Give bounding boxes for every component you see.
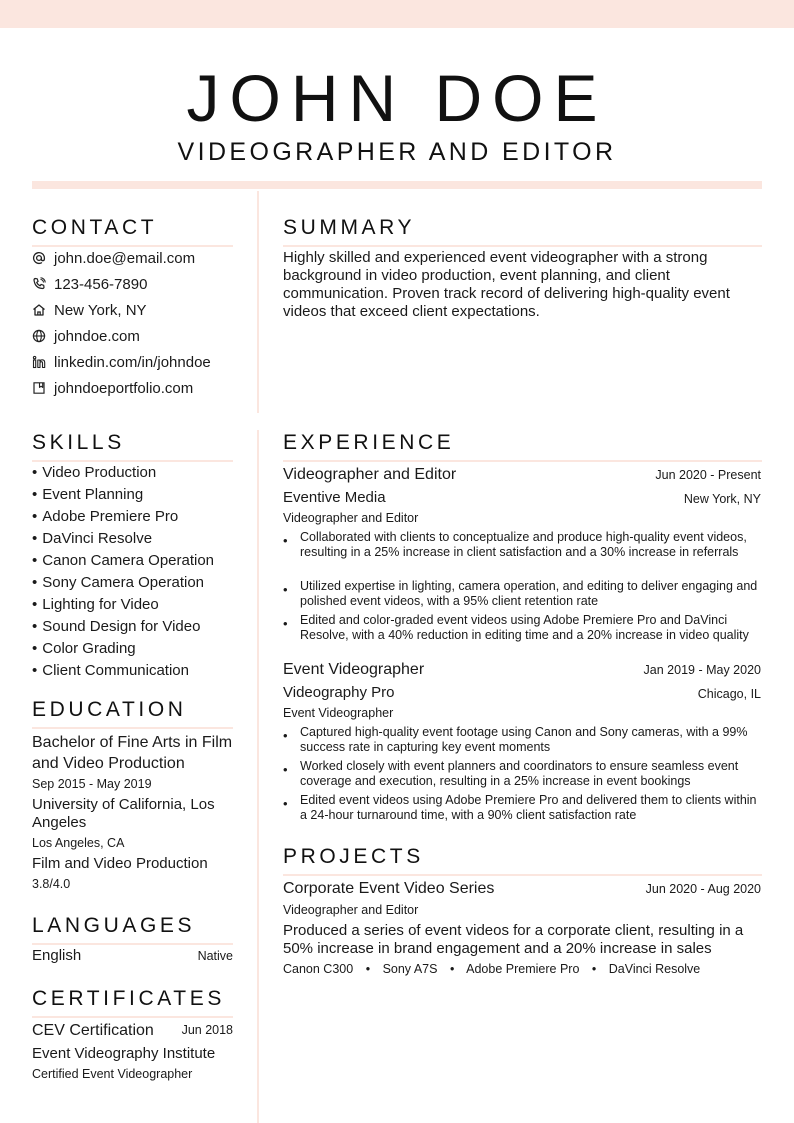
job-dates: Jan 2019 - May 2020 xyxy=(643,663,761,677)
certificates-heading: CERTIFICATES xyxy=(32,987,233,1018)
contact-portfolio-text: johndoeportfolio.com xyxy=(54,379,194,397)
contact-email[interactable] xyxy=(32,248,195,268)
education-field: Film and Video Production xyxy=(32,855,208,872)
job-bullet: • Worked closely with event planners and coordinators to ensure seamless event coverage and execution, resulting in a 25% increase in event bookings xyxy=(283,759,739,788)
contact-heading: CONTACT xyxy=(32,216,233,247)
contact-phone[interactable] xyxy=(32,274,147,294)
project-dates: Jun 2020 - Aug 2020 xyxy=(645,882,761,896)
project-tool: Canon C300 xyxy=(283,962,354,976)
summary-heading: SUMMARY xyxy=(283,216,762,247)
column-divider-top xyxy=(257,191,259,413)
contact-portfolio[interactable] xyxy=(32,378,193,398)
projects-heading: PROJECTS xyxy=(283,845,762,876)
skill-item: • Client Communication xyxy=(32,661,189,681)
contact-phone-text: 123-456-7890 xyxy=(54,275,148,293)
project-role: Videographer and Editor xyxy=(283,903,419,917)
job-bullet: • Collaborated with clients to conceptualize and produce high-quality event videos, resulting in a 25% increase in client satisfaction and a 30% increase in referrals xyxy=(283,530,747,559)
contact-website[interactable] xyxy=(32,326,140,346)
job-title: Event Videographer xyxy=(283,661,425,678)
education-dates: Sep 2015 - May 2019 xyxy=(32,777,152,791)
linkedin-icon xyxy=(32,355,46,369)
education-location: Los Angeles, CA xyxy=(32,836,125,850)
contact-location-text: New York, NY xyxy=(54,301,147,319)
contact-location xyxy=(32,300,147,320)
contact-website-text: johndoe.com xyxy=(54,327,140,345)
certificate-issuer: Event Videography Institute xyxy=(32,1045,216,1062)
certificate-name: CEV Certification xyxy=(32,1022,154,1039)
languages-heading: LANGUAGES xyxy=(32,914,233,945)
education-degree: Bachelor of Fine Arts in Film and Video Production xyxy=(32,734,233,772)
column-divider-bottom xyxy=(257,430,259,1123)
job-dates: Jun 2020 - Present xyxy=(655,468,761,482)
candidate-name: JOHN DOE xyxy=(186,61,608,135)
certificate-desc: Certified Event Videographer xyxy=(32,1067,193,1081)
job-bullet: • Edited event videos using Adobe Premiere Pro and delivered them to clients within a 24-hour turnaround time, with a 90% client satisfaction rate xyxy=(283,793,757,822)
job-company: Videography Pro xyxy=(283,684,395,701)
tool-separator: • xyxy=(591,962,597,976)
contact-email-text: john.doe@email.com xyxy=(54,249,196,267)
skill-item: • Color Grading xyxy=(32,639,136,659)
skill-item: • Sound Design for Video xyxy=(32,617,200,637)
skill-item: • Video Production xyxy=(32,463,156,483)
skill-item: • Event Planning xyxy=(32,485,143,505)
skill-item: • Adobe Premiere Pro xyxy=(32,507,178,527)
contact-linkedin-text: linkedin.com/in/johndoe xyxy=(54,353,211,371)
project-tools xyxy=(283,961,761,977)
skill-item: • Sony Camera Operation xyxy=(32,573,204,593)
education-heading: EDUCATION xyxy=(32,698,233,729)
project-tool: Sony A7S xyxy=(382,962,438,976)
certificate-date: Jun 2018 xyxy=(181,1023,233,1037)
job-title: Videographer and Editor xyxy=(283,466,457,483)
job-role: Videographer and Editor xyxy=(283,511,419,525)
job-location: New York, NY xyxy=(683,492,761,506)
candidate-title: VIDEOGRAPHER AND EDITOR xyxy=(177,138,617,166)
project-tool: Adobe Premiere Pro xyxy=(466,962,580,976)
globe-icon xyxy=(32,329,46,343)
language-level: Native xyxy=(197,949,233,963)
top-accent-bar xyxy=(0,0,794,28)
education-gpa: 3.8/4.0 xyxy=(32,877,71,891)
skills-heading: SKILLS xyxy=(32,431,233,462)
project-desc: Produced a series of event videos for a corporate client, resulting in a 50% increase in brand engagement and a 20% increase in sales xyxy=(283,922,744,957)
job-bullet: • Captured high-quality event footage using Canon and Sony cameras, with a 99% success rate in capturing key event moments xyxy=(283,725,748,754)
portfolio-icon xyxy=(32,381,46,395)
experience-heading: EXPERIENCE xyxy=(283,431,762,462)
job-location: Chicago, IL xyxy=(697,687,761,701)
summary-text: Highly skilled and experienced event videographer with a strong background in video production, event planning, and client communication. Proven track record of delivering high-quality event videos that exceed client expectations. xyxy=(283,249,730,320)
project-tool: DaVinci Resolve xyxy=(608,962,701,976)
job-role: Event Videographer xyxy=(283,706,394,720)
skill-item: • Canon Camera Operation xyxy=(32,551,214,571)
tool-separator: • xyxy=(449,962,455,976)
language-name: English xyxy=(32,947,82,964)
job-bullet: • Edited and color-graded event videos using Adobe Premiere Pro and DaVinci Resolve, with a 40% reduction in editing time and a 20% increase in video quality xyxy=(283,613,749,642)
at-icon xyxy=(32,251,46,265)
header-divider xyxy=(32,181,762,189)
phone-icon xyxy=(32,277,46,291)
skill-item: • Lighting for Video xyxy=(32,595,159,615)
project-title: Corporate Event Video Series xyxy=(283,880,495,897)
contact-linkedin[interactable] xyxy=(32,352,211,372)
skill-item: • DaVinci Resolve xyxy=(32,529,152,549)
job-bullet: • Utilized expertise in lighting, camera operation, and editing to deliver engaging and polished event videos, with a 95% client retention rate xyxy=(283,579,758,608)
tool-separator: • xyxy=(365,962,371,976)
job-company: Eventive Media xyxy=(283,489,386,506)
education-school: University of California, Los Angeles xyxy=(32,796,215,831)
home-icon xyxy=(32,303,46,317)
